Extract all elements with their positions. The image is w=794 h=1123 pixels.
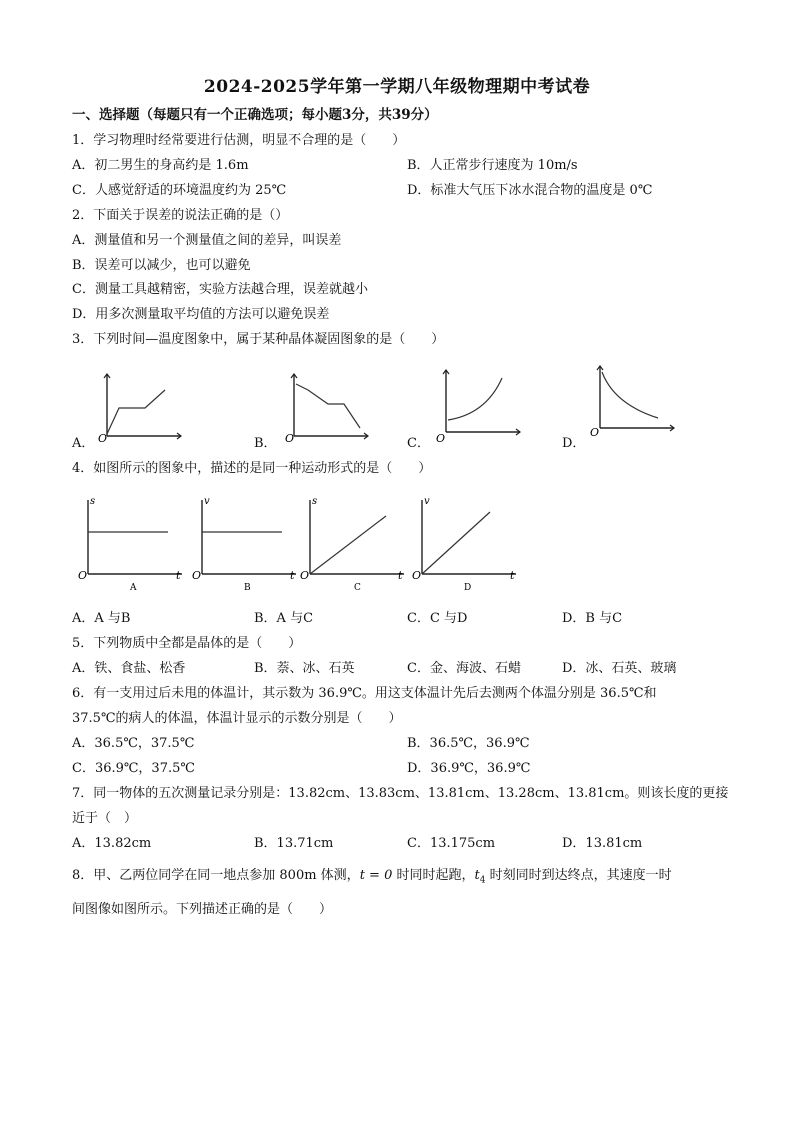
question-6-stem-line2: 37.5℃的病人的体温，体温计显示的示数分别是（ ）: [72, 711, 402, 726]
q5-option-a: A．铁、食盐、松香: [72, 661, 186, 676]
q3d-origin: O: [590, 426, 600, 439]
q8-t-equals-zero: t = 0: [359, 868, 393, 883]
q6-option-b: B．36.5℃，36.9℃: [407, 736, 530, 751]
q3-graph-d: [588, 362, 678, 442]
q4b-xaxis: t: [290, 569, 295, 582]
q2-option-c: C．测量工具越精密，实验方法越合理，误差就越小: [72, 282, 368, 297]
question-8-stem-line2: 间图像如图所示。下列描述正确的是（ ）: [72, 902, 333, 917]
question-1-stem: 1．学习物理时经常要进行估测，明显不合理的是（ ）: [72, 133, 406, 148]
q5-option-c: C．金、海波、石蜡: [407, 661, 521, 676]
q4b-yaxis: v: [204, 496, 210, 507]
q4-graph-a: [78, 494, 188, 594]
question-7-stem-line2: 近于（ ）: [72, 811, 138, 826]
q6-option-a: A．36.5℃，37.5℃: [72, 736, 195, 751]
q2-option-a: A．测量值和另一个测量值之间的差异，叫误差: [72, 233, 342, 248]
q1-option-a: A．初二男生的身高约是 1.6m: [72, 158, 249, 173]
q3b-origin: O: [285, 432, 295, 445]
q4d-caption: D: [464, 583, 472, 593]
q4-option-c: C．C 与D: [407, 611, 468, 626]
question-6-stem-line1: 6．有一支用过后未甩的体温计，其示数为 36.9℃。用这支体温计先后去测两个体温分别是 36.5℃和: [72, 686, 657, 701]
q4-graph-d: [412, 494, 522, 594]
q4c-caption: C: [354, 583, 361, 593]
q6-option-d: D．36.9℃，36.9℃: [407, 761, 531, 776]
q4b-origin: O: [192, 569, 202, 582]
q3-graph-a: [95, 368, 185, 448]
q4a-caption: A: [130, 583, 137, 593]
q3-label-c: C．: [407, 436, 430, 451]
q2-option-b: B．误差可以减少，也可以避免: [72, 258, 251, 273]
q7-option-d: D．13.81cm: [562, 836, 643, 851]
question-5-stem: 5．下列物质中全都是晶体的是（ ）: [72, 636, 302, 651]
question-2-stem: 2．下面关于误差的说法正确的是（）: [72, 208, 289, 223]
q4-graph-c: [300, 494, 410, 594]
q3-label-d: D．: [562, 436, 586, 451]
q4d-origin: O: [412, 569, 422, 582]
q7-option-a: A．13.82cm: [72, 836, 152, 851]
q4a-yaxis: s: [90, 496, 96, 507]
q7-option-c: C．13.175cm: [407, 836, 496, 851]
q6-option-c: C．36.9℃，37.5℃: [72, 761, 195, 776]
q3-label-b: B．: [254, 436, 277, 451]
q4-option-a: A．A 与B: [72, 611, 131, 626]
question-4-stem: 4．如图所示的图象中，描述的是同一种运动形式的是（ ）: [72, 461, 432, 476]
q3-graph-c: [434, 366, 524, 446]
q4a-xaxis: t: [176, 569, 181, 582]
question-7-stem-line1: 7．同一物体的五次测量记录分别是：13.82cm、13.83cm、13.81cm、13.28cm、13.81cm。则该长度的更接: [72, 786, 729, 801]
q3-label-a: A．: [72, 436, 95, 451]
q2-option-d: D．用多次测量取平均值的方法可以避免误差: [72, 307, 330, 322]
page-title: 2024-2025学年第一学期八年级物理期中考试卷: [203, 77, 591, 97]
q4-option-b: B．A 与C: [254, 611, 314, 626]
q8-text-a: 8．甲、乙两位同学在同一地点参加 800m 体测，: [72, 868, 360, 883]
q1-option-d: D．标准大气压下冰水混合物的温度是 0℃: [407, 183, 653, 198]
q4-graph-b: [192, 494, 302, 594]
q3a-origin: O: [98, 432, 108, 445]
q4c-xaxis: t: [398, 569, 403, 582]
question-8-stem-line1: [72, 868, 672, 889]
q4d-yaxis: v: [424, 496, 430, 507]
section-heading: 一、选择题（每题只有一个正确选项；每小题3分，共39分）: [72, 107, 438, 123]
q4b-caption: B: [244, 583, 251, 593]
question-3-stem: 3．下列时间—温度图象中，属于某种晶体凝固图象的是（ ）: [72, 332, 445, 347]
q5-option-b: B．萘、冰、石英: [254, 661, 355, 676]
q7-option-b: B．13.71cm: [254, 836, 334, 851]
q8-text-f: 时刻同时到达终点，其速度一时: [485, 868, 672, 883]
q4c-yaxis: s: [312, 496, 318, 507]
q5-option-d: D．冰、石英、玻璃: [562, 661, 677, 676]
q4c-origin: O: [300, 569, 310, 582]
q8-t4-symbol: t: [474, 868, 480, 883]
q3-graph-b: [282, 368, 372, 448]
q4-option-d: D．B 与C: [562, 611, 623, 626]
q3c-origin: O: [436, 432, 446, 445]
q4a-origin: O: [78, 569, 88, 582]
q8-t4-subscript: 4: [479, 875, 486, 886]
q1-option-c: C．人感觉舒适的环境温度约为 25℃: [72, 183, 287, 198]
q4d-xaxis: t: [510, 569, 515, 582]
q8-text-c: 时同时起跑，: [392, 868, 475, 883]
q1-option-b: B．人正常步行速度为 10m/s: [407, 158, 578, 173]
